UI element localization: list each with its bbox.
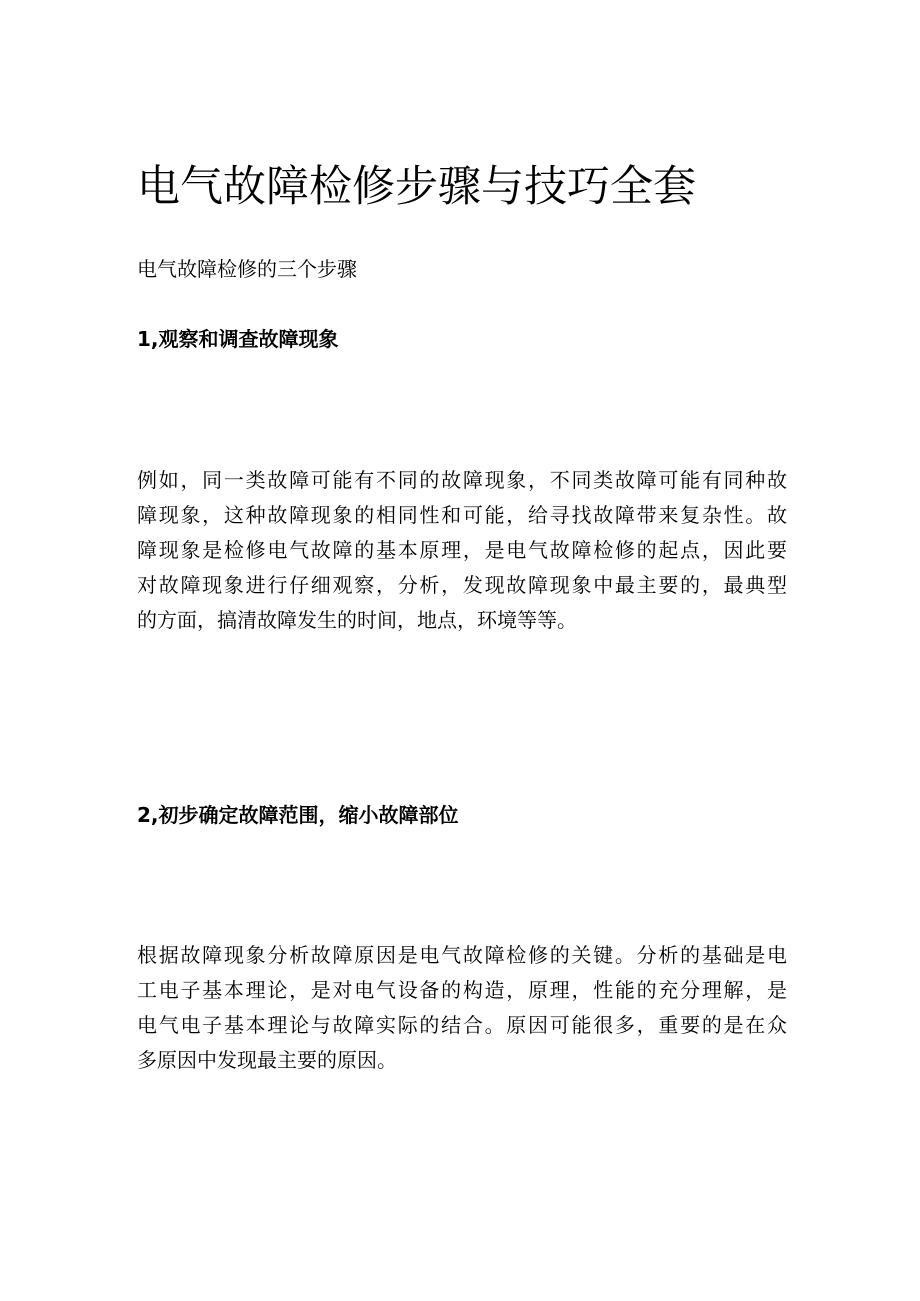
paragraph-line: 工电子基本理论，是对电气设备的构造，原理，性能的充分理解，是 — [137, 978, 787, 1002]
document-subtitle: 电气故障检修的三个步骤 — [137, 257, 357, 281]
paragraph-line: 的方面，搞清故障发生的时间，地点，环境等等。 — [137, 608, 577, 632]
section-paragraph-1 — [137, 463, 787, 638]
section-paragraph-2 — [137, 938, 787, 1078]
document-title: 电气故障检修步骤与技巧全套 — [137, 162, 696, 212]
paragraph-line: 例如，同一类故障可能有不同的故障现象，不同类故障可能有同种故 — [137, 468, 787, 492]
paragraph-line: 多原因中发现最主要的原因。 — [137, 1048, 397, 1072]
paragraph-line: 根据故障现象分析故障原因是电气故障检修的关键。分析的基础是电 — [137, 943, 787, 967]
section-heading-1: 1,观察和调查故障现象 — [137, 327, 339, 351]
paragraph-line: 障现象，这种故障现象的相同性和可能，给寻找故障带来复杂性。故 — [137, 503, 787, 527]
paragraph-line: 对故障现象进行仔细观察，分析，发现故障现象中最主要的，最典型 — [137, 573, 787, 597]
paragraph-line: 电气电子基本理论与故障实际的结合。原因可能很多，重要的是在众 — [137, 1013, 787, 1037]
paragraph-line: 障现象是检修电气故障的基本原理，是电气故障检修的起点，因此要 — [137, 538, 787, 562]
section-heading-2: 2,初步确定故障范围，缩小故障部位 — [137, 803, 459, 827]
